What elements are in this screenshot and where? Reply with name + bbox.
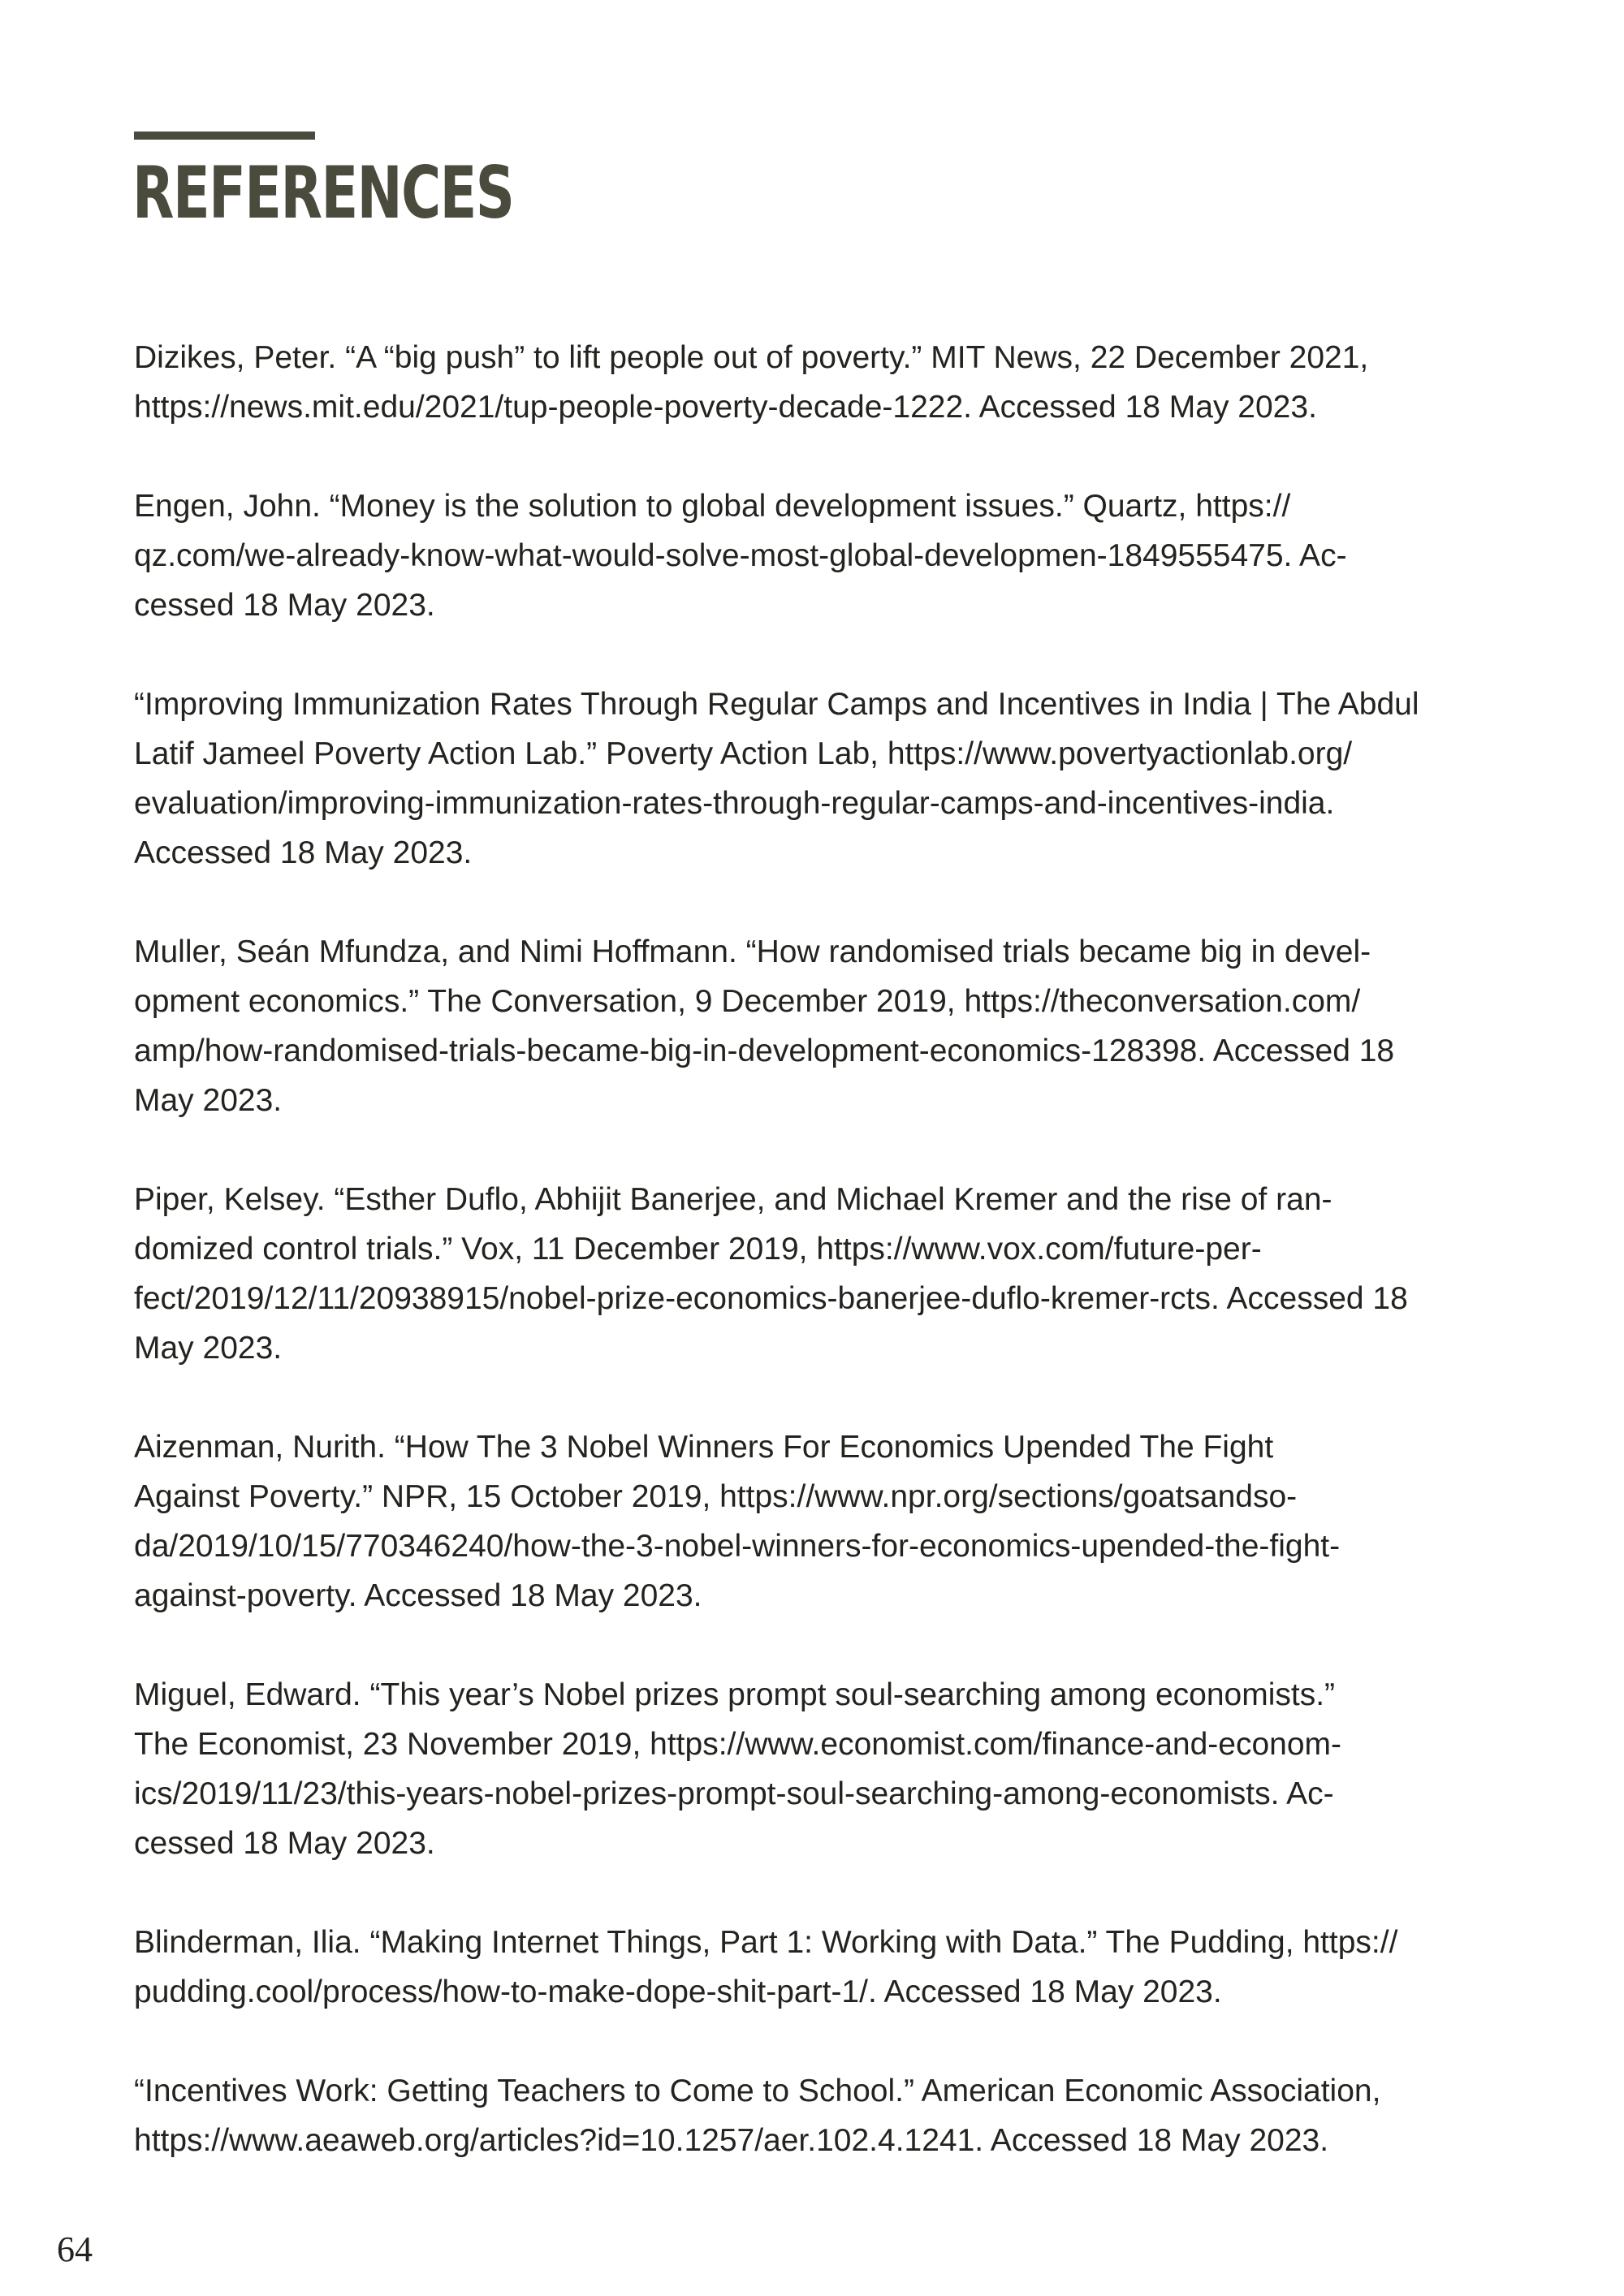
reference-line: opment economics.” The Conversation, 9 December 2019, https://theconversation.com/ xyxy=(134,984,1361,1019)
reference-line: The Economist, 23 November 2019, https://www.economist.com/finance-and-econom- xyxy=(134,1727,1342,1762)
reference-entry xyxy=(134,927,1527,1125)
reference-line: cessed 18 May 2023. xyxy=(134,1826,435,1861)
reference-line: Dizikes, Peter. “A “big push” to lift people out of poverty.” MIT News, 22 December 2021, xyxy=(134,340,1369,375)
reference-line: Aizenman, Nurith. “How The 3 Nobel Winners For Economics Upended The Fight xyxy=(134,1430,1274,1465)
reference-entry xyxy=(134,1175,1527,1373)
reference-line: https://www.aeaweb.org/articles?id=10.1257/aer.102.4.1241. Accessed 18 May 2023. xyxy=(134,2123,1329,2158)
reference-entry xyxy=(134,680,1527,878)
reference-line: qz.com/we-already-know-what-would-solve-most-global-developmen-1849555475. Ac- xyxy=(134,538,1347,573)
reference-list xyxy=(134,333,1527,2215)
reference-line: Miguel, Edward. “This year’s Nobel prizes prompt soul-searching among economists.” xyxy=(134,1677,1336,1712)
reference-line: Blinderman, Ilia. “Making Internet Things, Part 1: Working with Data.” The Pudding, https:// xyxy=(134,1925,1398,1960)
reference-line: “Improving Immunization Rates Through Regular Camps and Incentives in India | The Abdul xyxy=(134,687,1419,722)
reference-line: evaluation/improving-immunization-rates-through-regular-camps-and-incentives-india. xyxy=(134,786,1335,821)
title-rule xyxy=(134,132,315,140)
page-title: REFERENCES xyxy=(132,151,514,235)
reference-entry xyxy=(134,1670,1527,1868)
reference-line: ics/2019/11/23/this-years-nobel-prizes-prompt-soul-searching-among-economists. Ac- xyxy=(134,1776,1334,1811)
reference-line: May 2023. xyxy=(134,1083,283,1118)
reference-line: Accessed 18 May 2023. xyxy=(134,835,473,870)
reference-line: fect/2019/12/11/20938915/nobel-prize-economics-banerjee-duflo-kremer-rcts. Accessed 18 xyxy=(134,1281,1408,1316)
reference-line: against-poverty. Accessed 18 May 2023. xyxy=(134,1578,702,1613)
reference-entry xyxy=(134,1422,1527,1621)
reference-entry xyxy=(134,333,1527,432)
reference-line: Muller, Seán Mfundza, and Nimi Hoffmann. “How randomised trials became big in devel- xyxy=(134,934,1371,969)
reference-line: pudding.cool/process/how-to-make-dope-shit-part-1/. Accessed 18 May 2023. xyxy=(134,1974,1222,2009)
reference-line: cessed 18 May 2023. xyxy=(134,588,435,623)
reference-entry xyxy=(134,2066,1527,2165)
reference-line: amp/how-randomised-trials-became-big-in-development-economics-128398. Accessed 18 xyxy=(134,1034,1395,1068)
page-number: 64 xyxy=(57,2229,93,2269)
reference-line: “Incentives Work: Getting Teachers to Come to School.” American Economic Association, xyxy=(134,2074,1381,2108)
reference-entry xyxy=(134,481,1527,630)
reference-line: Piper, Kelsey. “Esther Duflo, Abhijit Banerjee, and Michael Kremer and the rise of ran- xyxy=(134,1182,1332,1217)
reference-line: da/2019/10/15/770346240/how-the-3-nobel-winners-for-economics-upended-the-fight- xyxy=(134,1529,1341,1564)
reference-entry xyxy=(134,1918,1527,2017)
reference-line: Engen, John. “Money is the solution to global development issues.” Quartz, https:// xyxy=(134,489,1291,524)
reference-line: Latif Jameel Poverty Action Lab.” Poverty Action Lab, https://www.povertyactionlab.org/ xyxy=(134,736,1353,771)
reference-line: domized control trials.” Vox, 11 December 2019, https://www.vox.com/future-per- xyxy=(134,1232,1262,1267)
reference-line: May 2023. xyxy=(134,1331,283,1366)
reference-line: https://news.mit.edu/2021/tup-people-poverty-decade-1222. Accessed 18 May 2023. xyxy=(134,390,1317,425)
reference-line: Against Poverty.” NPR, 15 October 2019, https://www.npr.org/sections/goatsandso- xyxy=(134,1479,1298,1514)
